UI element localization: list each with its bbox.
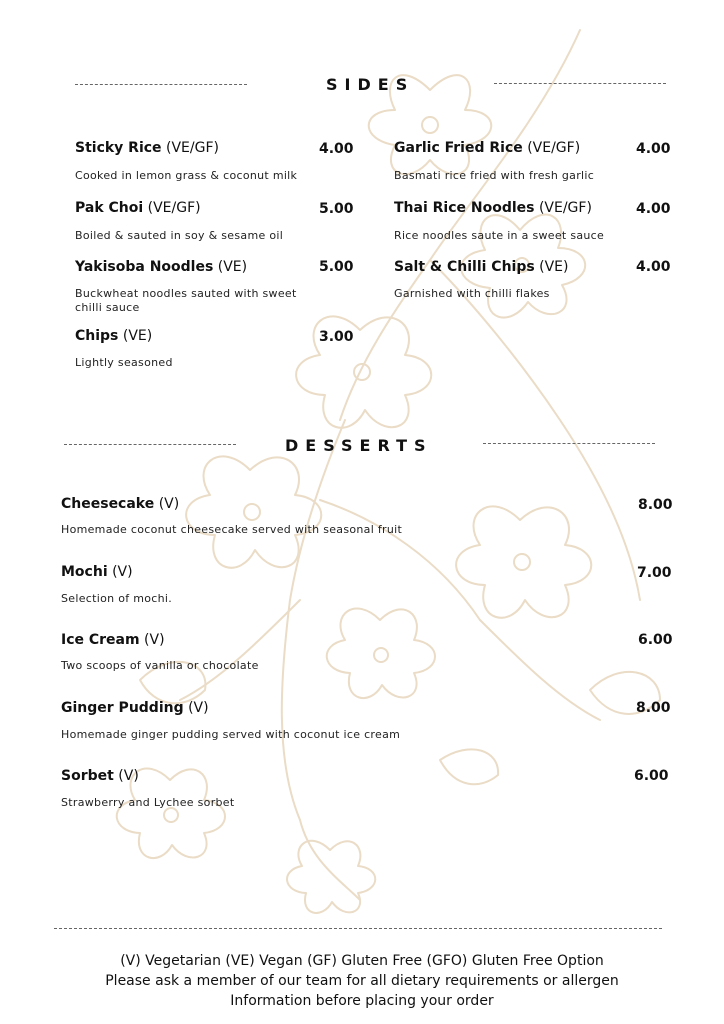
- menu-item-description: Basmati rice fried with fresh garlic: [394, 169, 595, 182]
- menu-item-description: Homemade coconut cheesecake served with seasonal fruit: [61, 523, 403, 536]
- menu-item-description: Homemade ginger pudding served with coconut ice cream: [61, 728, 401, 741]
- menu-item-price: 4.00: [319, 141, 354, 157]
- menu-item-name: Sticky Rice (VE/GF): [75, 140, 219, 156]
- menu-item-price: 4.00: [636, 201, 671, 217]
- desserts-divider-left: [64, 444, 236, 445]
- menu-item-description: Buckwheat noodles sauted with sweet chilli sauce: [75, 287, 297, 314]
- menu-item-price: 3.00: [319, 329, 354, 345]
- menu-item-price: 8.00: [638, 497, 673, 513]
- flower-8: [287, 841, 375, 913]
- sides-divider-left: [75, 84, 247, 85]
- menu-item-description: Selection of mochi.: [61, 592, 173, 605]
- menu-item-description: Two scoops of vanilla or chocolate: [61, 659, 259, 672]
- menu-item-name: Thai Rice Noodles (VE/GF): [394, 200, 592, 216]
- menu-item-description: Lightly seasoned: [75, 356, 173, 369]
- menu-item-price: 7.00: [637, 565, 672, 581]
- flower-6: [327, 609, 435, 699]
- sides-divider-right: [494, 83, 666, 84]
- footer-line-2: Please ask a member of our team for all dietary requirements or allergen: [105, 973, 619, 989]
- menu-item-name: Ginger Pudding (V): [61, 700, 209, 716]
- flower-3: [296, 316, 431, 427]
- menu-item-name: Pak Choi (VE/GF): [75, 200, 201, 216]
- menu-item-price: 5.00: [319, 259, 354, 275]
- menu-item-name: Chips (VE): [75, 328, 153, 344]
- dietary-legend: [0, 951, 724, 1011]
- footer-line-3: Information before placing your order: [230, 993, 494, 1009]
- footer-divider: [54, 928, 662, 929]
- menu-item-price: 4.00: [636, 141, 671, 157]
- menu-item-description: Strawberry and Lychee sorbet: [61, 796, 235, 809]
- menu-item-name: Garlic Fried Rice (VE/GF): [394, 140, 581, 156]
- menu-item-name: Mochi (V): [61, 564, 133, 580]
- footer-line-1: (V) Vegetarian (VE) Vegan (GF) Gluten Free (GFO) Gluten Free Option: [120, 953, 604, 969]
- menu-item-description: Boiled & sauted in soy & sesame oil: [75, 229, 284, 242]
- menu-item-name: Ice Cream (V): [61, 632, 165, 648]
- menu-item-description: Garnished with chilli flakes: [394, 287, 550, 300]
- menu-item-description: Rice noodles saute in a sweet sauce: [394, 229, 605, 242]
- menu-item-price: 6.00: [634, 768, 669, 784]
- menu-item-price: 4.00: [636, 259, 671, 275]
- menu-item-name: Yakisoba Noodles (VE): [75, 259, 248, 275]
- desserts-divider-right: [483, 443, 655, 444]
- menu-item-description: Cooked in lemon grass & coconut milk: [75, 169, 298, 182]
- menu-item-price: 8.00: [636, 700, 671, 716]
- menu-item-name: Sorbet (V): [61, 768, 139, 784]
- menu-item-name: Cheesecake (V): [61, 496, 180, 512]
- menu-item-price: 6.00: [638, 632, 673, 648]
- menu-item-price: 5.00: [319, 201, 354, 217]
- menu-item-name: Salt & Chilli Chips (VE): [394, 259, 569, 275]
- sides-heading: SIDES: [326, 75, 415, 94]
- desserts-heading: DESSERTS: [285, 436, 433, 455]
